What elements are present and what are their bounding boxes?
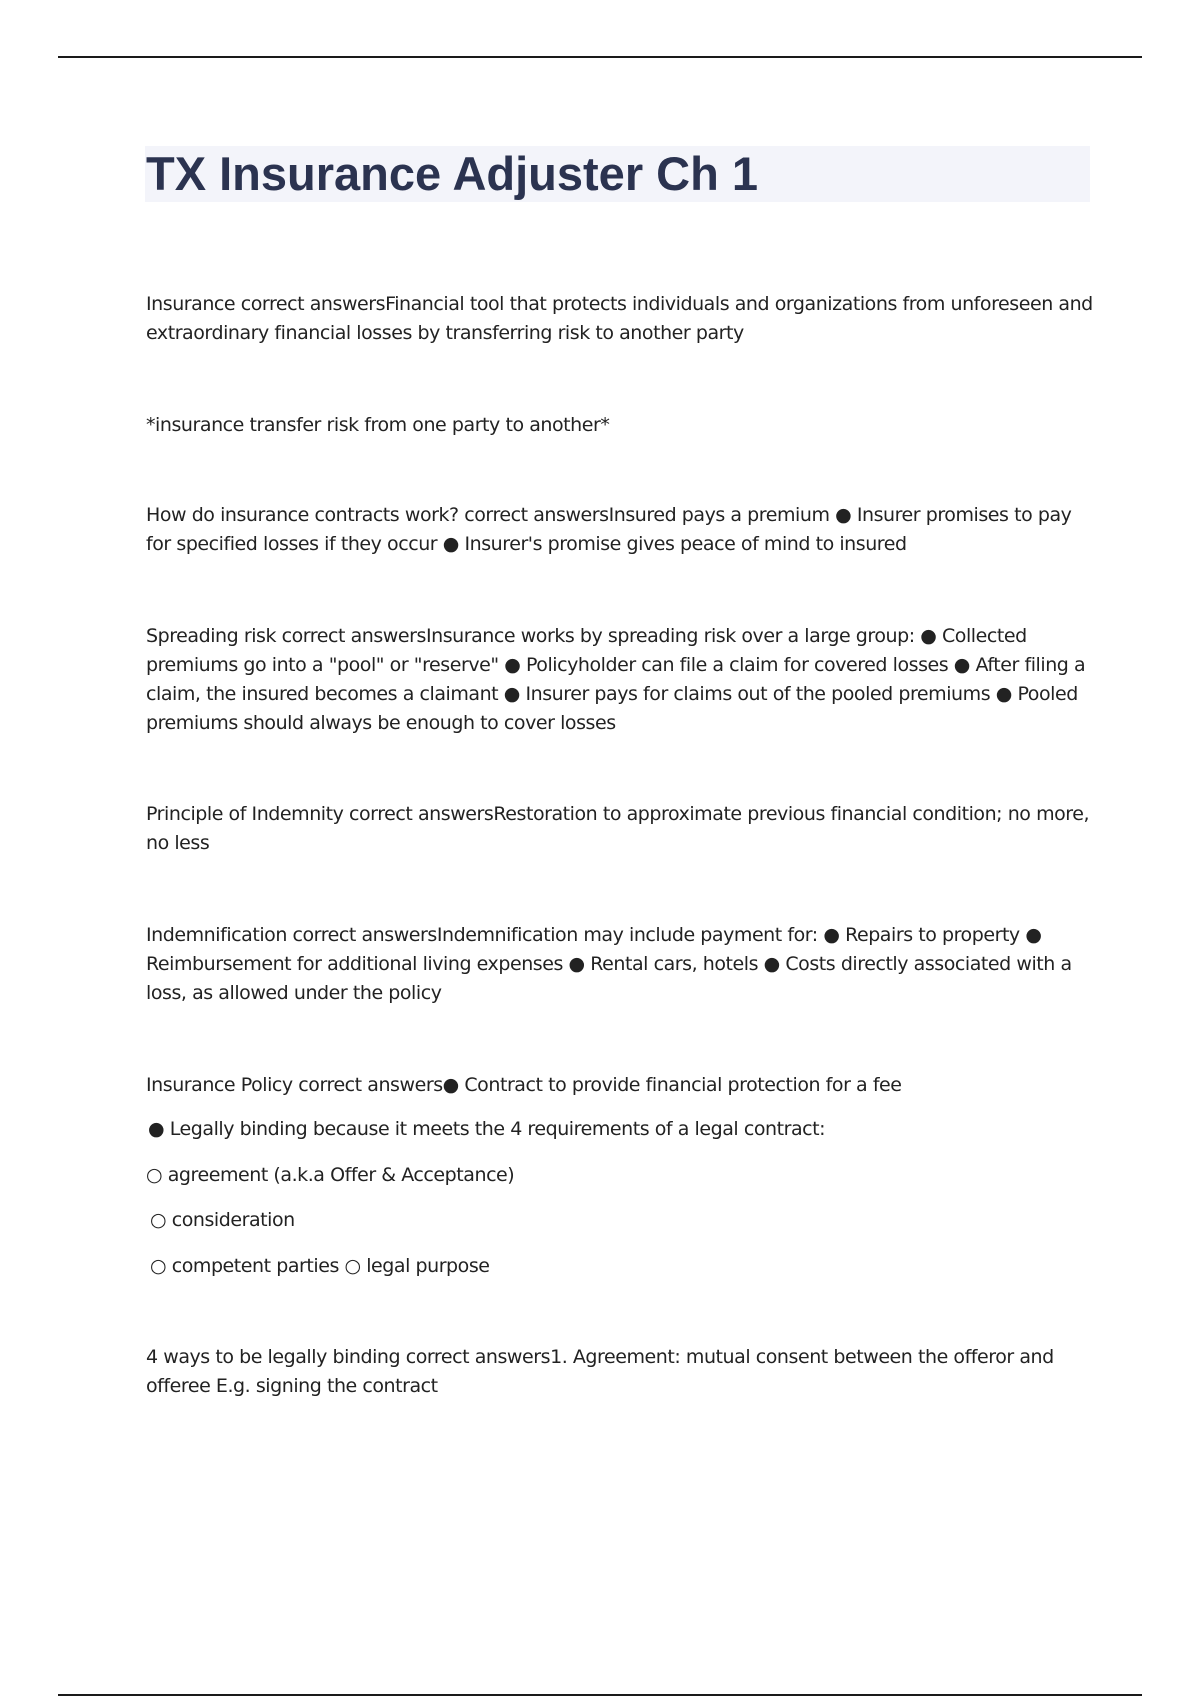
paragraph-indemnity: Principle of Indemnity correct answersRestoration to approximate previous financial condition; no more, no less [146,803,1090,854]
paragraph-insurance: Insurance correct answersFinancial tool that protects individuals and organizations from unforeseen and extraordinary financial losses by transferring risk to another party [146,293,1093,344]
paragraph-insurance-policy: Insurance Policy correct answers● Contract to provide financial protection for a fee [146,1074,902,1096]
paragraph-spreading-risk: Spreading risk correct answersInsurance works by spreading risk over a large group: ● Collected premiums go into a "pool" or "reserve" ● Policyholder can file a claim for covered losses ● After filing a claim, the insured becomes a claimant ● Insurer pays for claims out of the pooled premiums ● Pooled premiums should always be enough to cover losses [146,625,1086,734]
bottom-rule [58,1694,1142,1696]
top-rule [58,56,1142,58]
policy-line-consideration: ○ consideration [150,1209,295,1231]
policy-line-agreement: ○ agreement (a.k.a Offer & Acceptance) [146,1164,515,1186]
paragraph-legally-binding: 4 ways to be legally binding correct answers1. Agreement: mutual consent between the offeror and offeree E.g. signing the contract [146,1346,1054,1397]
policy-line-binding: ● Legally binding because it meets the 4 requirements of a legal contract: [148,1118,826,1140]
paragraph-transfer-note: *insurance transfer risk from one party to another* [146,414,610,436]
document-title: TX Insurance Adjuster Ch 1 [146,147,759,200]
policy-line-parties-purpose: ○ competent parties ○ legal purpose [150,1255,490,1277]
paragraph-indemnification: Indemnification correct answersIndemnification may include payment for: ● Repairs to property ● Reimbursement for additional living expenses ● Rental cars, hotels ● Costs directly associated with a loss, as allowed under the policy [146,924,1072,1004]
paragraph-insurance-contracts: How do insurance contracts work? correct answersInsured pays a premium ● Insurer promises to pay for specified losses if they occur ● Insurer's promise gives peace of mind to insured [146,504,1072,555]
